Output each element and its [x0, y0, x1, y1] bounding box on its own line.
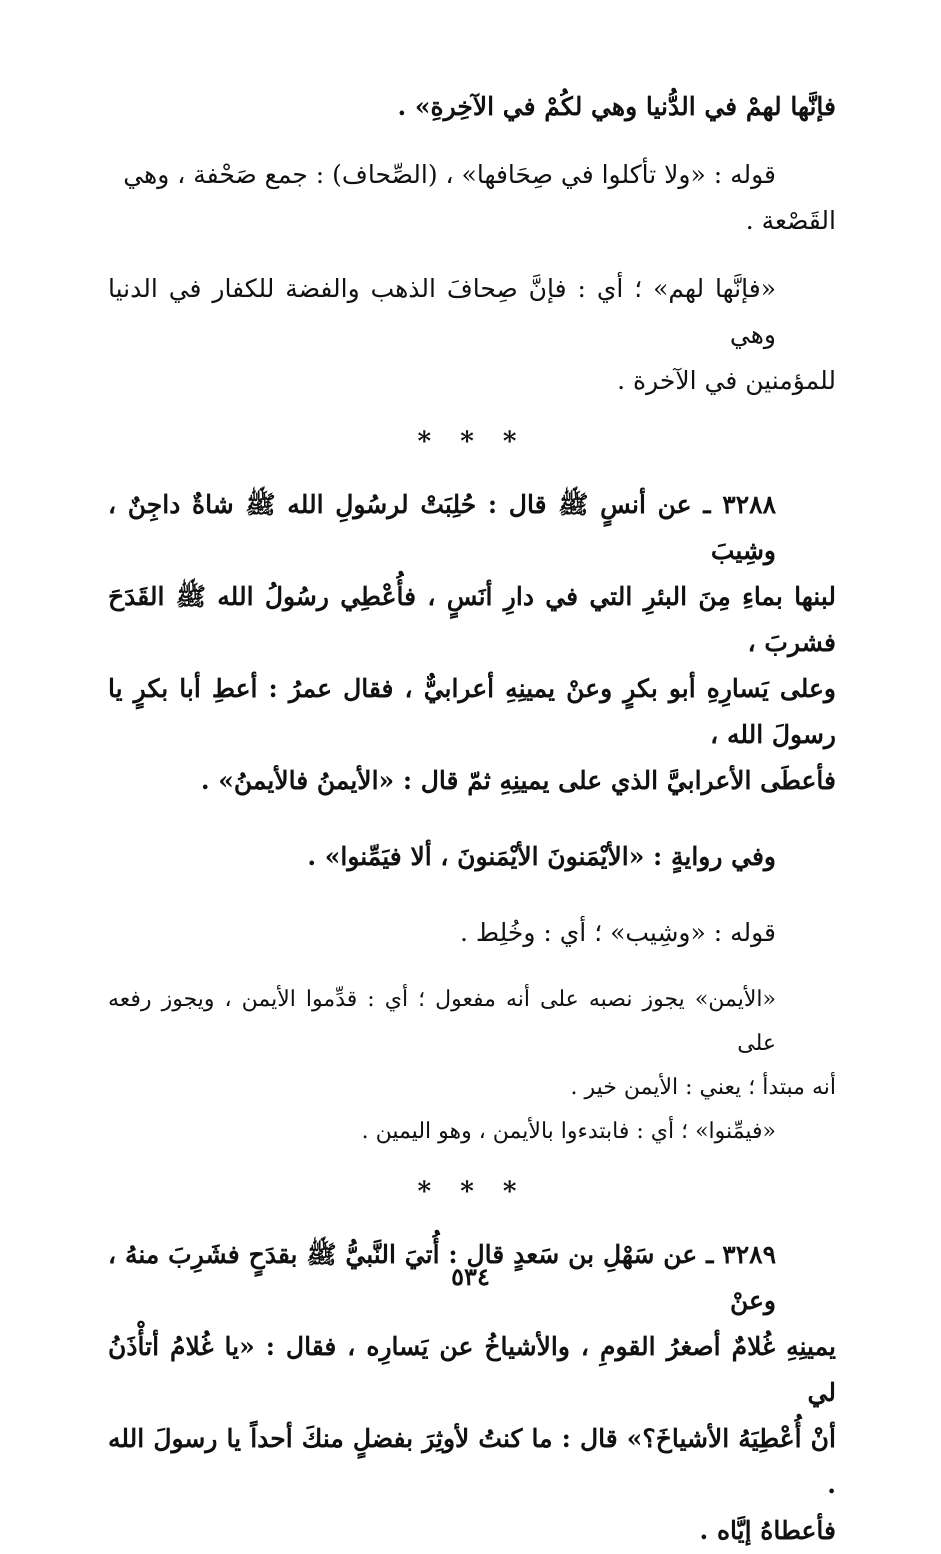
commentary-line: قوله : «وشِيب» ؛ أي : وخُلِط . [459, 918, 776, 947]
hadith-ending-line: فإنَّها لهمْ في الدُّنيا وهي لكُمْ في الآخِرةِ» . [397, 92, 836, 121]
hadith-line: فأعطاهُ إيَّاه . [699, 1516, 836, 1545]
spacer [108, 880, 836, 910]
commentary-sihaf [108, 152, 836, 198]
hadith-line: ٣٢٨٨ ـ عن أنسٍ ﷺ قال : حُلِبَتْ لرسُولِ الله ﷺ شاةٌ داجِنٌ ، وشِيبَ [108, 490, 776, 565]
section-separator: * * * [417, 1177, 527, 1207]
commentary-line: أنه مبتدأ ؛ يعني : الأيمن خير . [570, 1075, 836, 1100]
hadith-line: أنْ أُعْطِيَهُ الأشياخَ؟» قال : ما كنتُ لأوثِرَ بفضلٍ منكَ أحداً يا رسولَ الله . [108, 1424, 836, 1499]
riwaya [108, 834, 836, 880]
commentary-innaha [108, 266, 836, 358]
spacer [108, 130, 836, 152]
riwaya-line: وفي روايةٍ : «الأيْمَنونَ الأيْمَنونَ ، ألا فيَمِّنوا» . [307, 842, 776, 871]
commentary-line: «الأيمن» يجوز نصبه على أنه مفعول ؛ أي : قدِّموا الأيمن ، ويجوز رفعه على [108, 987, 776, 1056]
hadith-line: يمينِهِ غُلامٌ أصغرُ القومِ ، والأشياخُ عن يَسارِه ، فقال : «يا غُلامُ أتأْذَنُ لي [108, 1332, 836, 1407]
page-number: ٥٣٤ [451, 1262, 490, 1291]
hadith-line: لبنها بماءِ مِنَ البئرِ التي في دارِ أنَسٍ ، فأُعْطِي رسُولُ الله ﷺ القَدَحَ فشربَ ، [108, 582, 836, 657]
commentary-fayamminu [108, 1110, 836, 1154]
section-separator: * * * [417, 427, 527, 457]
spacer [108, 956, 836, 978]
page-body [108, 80, 836, 1554]
commentary-shib [108, 910, 836, 956]
commentary-line: «فيمِّنوا» ؛ أي : فابتدءوا بالأيمن ، وهو اليمين . [361, 1119, 776, 1144]
commentary-line: القَصْعة . [745, 206, 836, 235]
hadith-3288 [108, 482, 836, 574]
spacer [108, 244, 836, 266]
spacer [108, 804, 836, 834]
commentary-line: «فإنَّها لهم» ؛ أي : فإنَّ صِحافَ الذهب والفضة للكفار في الدنيا وهي [108, 274, 776, 349]
commentary-ayman [108, 978, 836, 1066]
hadith-line: فأعطَى الأعرابيَّ الذي على يمينِهِ ثمّ قال : «الأيمنُ فالأيمنُ» . [200, 766, 836, 795]
hadith-line: وعلى يَسارِهِ أبو بكرٍ وعنْ يمينِهِ أعرابيٌّ ، فقال عمرُ : أعطِ أبا بكرٍ يا رسولَ الله ، [108, 674, 836, 749]
hadith-line: ٣٢٨٩ ـ عن سَهْلِ بن سَعدٍ قال : أُتيَ النَّبيُّ ﷺ بقدَحٍ فشَرِبَ منهُ ، وعنْ [108, 1240, 776, 1315]
commentary-line: للمؤمنين في الآخرة . [617, 366, 836, 395]
commentary-line: قوله : «ولا تأكلوا في صِحَافها» ، (الصِّحاف) : جمع صَحْفة ، وهي [123, 160, 776, 189]
